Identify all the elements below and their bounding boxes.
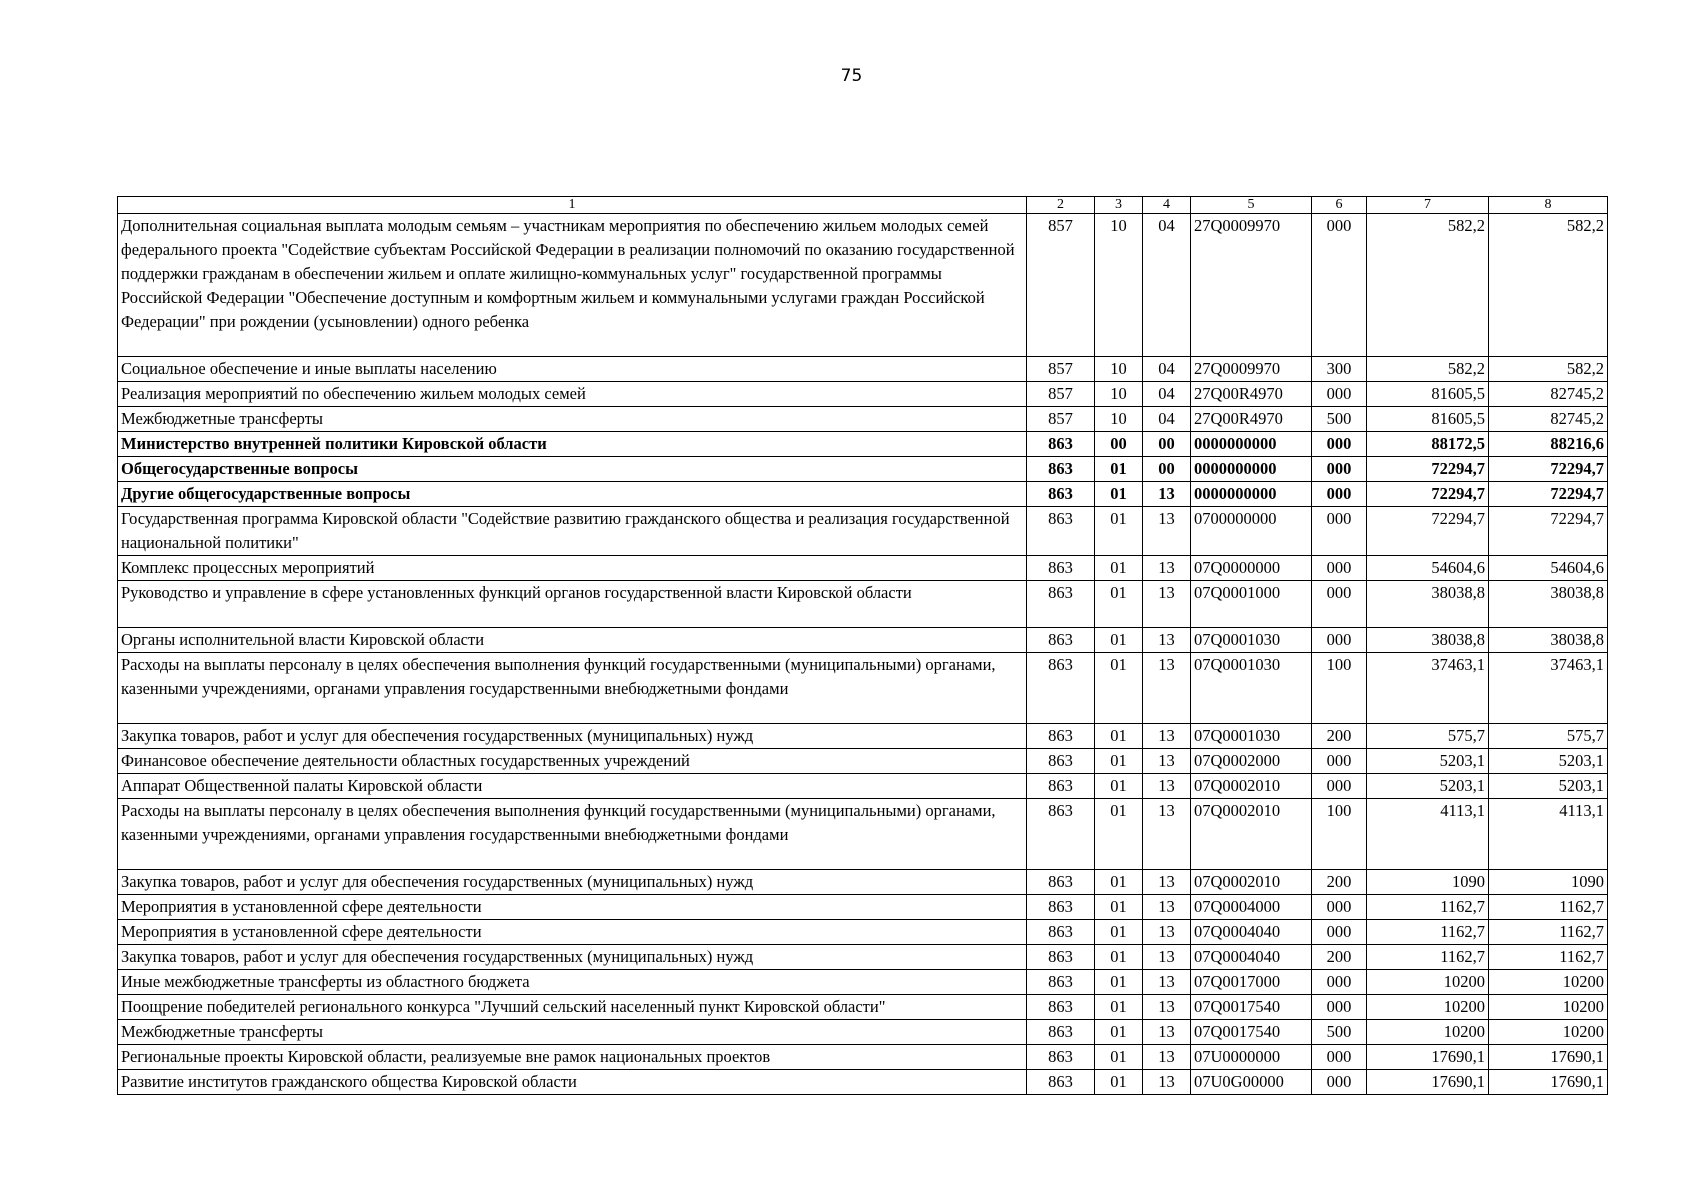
column-header: 3	[1095, 197, 1143, 214]
expense-type-code: 100	[1312, 653, 1367, 724]
subsection-code: 13	[1143, 920, 1191, 945]
table-row	[118, 581, 1608, 628]
subsection-code: 04	[1143, 382, 1191, 407]
ministry-code: 863	[1027, 432, 1095, 457]
expense-type-code: 000	[1312, 581, 1367, 628]
section-code: 01	[1095, 945, 1143, 970]
expense-type-code: 000	[1312, 774, 1367, 799]
column-header: 6	[1312, 197, 1367, 214]
subsection-code: 04	[1143, 407, 1191, 432]
row-name: Аппарат Общественной палаты Кировской области	[118, 774, 1027, 799]
subsection-code: 13	[1143, 799, 1191, 870]
row-name: Межбюджетные трансферты	[118, 407, 1027, 432]
column-header: 4	[1143, 197, 1191, 214]
subsection-code: 00	[1143, 457, 1191, 482]
subsection-code: 13	[1143, 653, 1191, 724]
table-row	[118, 724, 1608, 749]
table-row	[118, 432, 1608, 457]
column-header: 1	[118, 197, 1027, 214]
ministry-code: 863	[1027, 749, 1095, 774]
row-name: Закупка товаров, работ и услуг для обеспечения государственных (муниципальных) нужд	[118, 724, 1027, 749]
row-name: Закупка товаров, работ и услуг для обеспечения государственных (муниципальных) нужд	[118, 945, 1027, 970]
table-row	[118, 749, 1608, 774]
subsection-code: 13	[1143, 870, 1191, 895]
table-row	[118, 1045, 1608, 1070]
table-row	[118, 1020, 1608, 1045]
ministry-code: 863	[1027, 628, 1095, 653]
row-name: Развитие институтов гражданского общества Кировской области	[118, 1070, 1027, 1095]
target-article-code: 07Q0002010	[1191, 774, 1312, 799]
target-article-code: 07U0000000	[1191, 1045, 1312, 1070]
ministry-code: 863	[1027, 1020, 1095, 1045]
row-name: Мероприятия в установленной сфере деятельности	[118, 895, 1027, 920]
expense-type-code: 000	[1312, 1045, 1367, 1070]
target-article-code: 27Q0009970	[1191, 214, 1312, 357]
row-name: Другие общегосударственные вопросы	[118, 482, 1027, 507]
column-header: 2	[1027, 197, 1095, 214]
amount-col8: 582,2	[1489, 214, 1608, 357]
target-article-code: 07Q0017000	[1191, 970, 1312, 995]
section-code: 01	[1095, 507, 1143, 556]
amount-col8: 72294,7	[1489, 507, 1608, 556]
ministry-code: 863	[1027, 457, 1095, 482]
amount-col8: 1162,7	[1489, 945, 1608, 970]
ministry-code: 863	[1027, 799, 1095, 870]
amount-col8: 582,2	[1489, 357, 1608, 382]
ministry-code: 857	[1027, 382, 1095, 407]
amount-col7: 5203,1	[1367, 749, 1489, 774]
target-article-code: 0000000000	[1191, 457, 1312, 482]
amount-col8: 17690,1	[1489, 1045, 1608, 1070]
row-name: Государственная программа Кировской области "Содействие развитию гражданского общества и реализация государственной национальной политики"	[118, 507, 1027, 556]
expense-type-code: 000	[1312, 628, 1367, 653]
expense-type-code: 000	[1312, 895, 1367, 920]
section-code: 01	[1095, 1045, 1143, 1070]
table-row	[118, 799, 1608, 870]
amount-col7: 5203,1	[1367, 774, 1489, 799]
amount-col8: 1162,7	[1489, 895, 1608, 920]
target-article-code: 07Q0001030	[1191, 628, 1312, 653]
section-code: 01	[1095, 653, 1143, 724]
target-article-code: 07Q0002010	[1191, 799, 1312, 870]
row-name: Комплекс процессных мероприятий	[118, 556, 1027, 581]
page-number: 75	[840, 66, 863, 86]
subsection-code: 13	[1143, 581, 1191, 628]
target-article-code: 0000000000	[1191, 432, 1312, 457]
subsection-code: 13	[1143, 1070, 1191, 1095]
expense-type-code: 000	[1312, 556, 1367, 581]
row-name: Руководство и управление в сфере установленных функций органов государственной власти Кировской области	[118, 581, 1027, 628]
amount-col8: 72294,7	[1489, 482, 1608, 507]
subsection-code: 13	[1143, 556, 1191, 581]
amount-col7: 81605,5	[1367, 382, 1489, 407]
amount-col7: 10200	[1367, 995, 1489, 1020]
section-code: 10	[1095, 407, 1143, 432]
ministry-code: 863	[1027, 995, 1095, 1020]
target-article-code: 07Q0000000	[1191, 556, 1312, 581]
amount-col8: 88216,6	[1489, 432, 1608, 457]
expense-type-code: 200	[1312, 724, 1367, 749]
target-article-code: 07Q0004040	[1191, 945, 1312, 970]
row-name: Расходы на выплаты персоналу в целях обеспечения выполнения функций государственными (муниципальными) органами, казенными учреждениями, органами управления государственными внебюджетными фондами	[118, 799, 1027, 870]
target-article-code: 07Q0017540	[1191, 1020, 1312, 1045]
expense-type-code: 200	[1312, 870, 1367, 895]
expense-type-code: 000	[1312, 482, 1367, 507]
expense-type-code: 300	[1312, 357, 1367, 382]
amount-col7: 38038,8	[1367, 628, 1489, 653]
section-code: 01	[1095, 920, 1143, 945]
section-code: 10	[1095, 382, 1143, 407]
ministry-code: 863	[1027, 920, 1095, 945]
section-code: 01	[1095, 799, 1143, 870]
section-code: 01	[1095, 870, 1143, 895]
amount-col7: 17690,1	[1367, 1045, 1489, 1070]
amount-col8: 5203,1	[1489, 774, 1608, 799]
column-header: 8	[1489, 197, 1608, 214]
table-row	[118, 995, 1608, 1020]
amount-col8: 575,7	[1489, 724, 1608, 749]
amount-col7: 575,7	[1367, 724, 1489, 749]
amount-col8: 82745,2	[1489, 407, 1608, 432]
row-name: Министерство внутренней политики Кировской области	[118, 432, 1027, 457]
expense-type-code: 000	[1312, 507, 1367, 556]
target-article-code: 07Q0001030	[1191, 653, 1312, 724]
amount-col7: 4113,1	[1367, 799, 1489, 870]
section-code: 01	[1095, 749, 1143, 774]
ministry-code: 863	[1027, 653, 1095, 724]
subsection-code: 13	[1143, 895, 1191, 920]
amount-col8: 17690,1	[1489, 1070, 1608, 1095]
amount-col8: 38038,8	[1489, 581, 1608, 628]
target-article-code: 07Q0017540	[1191, 995, 1312, 1020]
amount-col8: 37463,1	[1489, 653, 1608, 724]
row-name: Межбюджетные трансферты	[118, 1020, 1027, 1045]
table-row	[118, 870, 1608, 895]
table-row	[118, 774, 1608, 799]
amount-col7: 54604,6	[1367, 556, 1489, 581]
subsection-code: 13	[1143, 724, 1191, 749]
table-row	[118, 1070, 1608, 1095]
amount-col7: 1162,7	[1367, 895, 1489, 920]
subsection-code: 13	[1143, 749, 1191, 774]
subsection-code: 04	[1143, 214, 1191, 357]
row-name: Общегосударственные вопросы	[118, 457, 1027, 482]
amount-col7: 37463,1	[1367, 653, 1489, 724]
amount-col8: 82745,2	[1489, 382, 1608, 407]
subsection-code: 00	[1143, 432, 1191, 457]
ministry-code: 857	[1027, 407, 1095, 432]
table-row	[118, 556, 1608, 581]
table-row	[118, 945, 1608, 970]
subsection-code: 13	[1143, 970, 1191, 995]
row-name: Расходы на выплаты персоналу в целях обеспечения выполнения функций государственными (муниципальными) органами, казенными учреждениями, органами управления государственными внебюджетными фондами	[118, 653, 1027, 724]
subsection-code: 13	[1143, 995, 1191, 1020]
table-row	[118, 482, 1608, 507]
table-row	[118, 457, 1608, 482]
subsection-code: 13	[1143, 1045, 1191, 1070]
expense-type-code: 000	[1312, 432, 1367, 457]
row-name: Мероприятия в установленной сфере деятельности	[118, 920, 1027, 945]
target-article-code: 27Q00R4970	[1191, 407, 1312, 432]
subsection-code: 13	[1143, 482, 1191, 507]
table-row	[118, 382, 1608, 407]
amount-col7: 17690,1	[1367, 1070, 1489, 1095]
ministry-code: 863	[1027, 1070, 1095, 1095]
table-row	[118, 357, 1608, 382]
target-article-code: 07U0G00000	[1191, 1070, 1312, 1095]
ministry-code: 863	[1027, 895, 1095, 920]
ministry-code: 863	[1027, 1045, 1095, 1070]
expense-type-code: 000	[1312, 214, 1367, 357]
amount-col7: 1090	[1367, 870, 1489, 895]
table-row	[118, 970, 1608, 995]
section-code: 00	[1095, 432, 1143, 457]
column-header: 7	[1367, 197, 1489, 214]
amount-col7: 72294,7	[1367, 507, 1489, 556]
amount-col8: 5203,1	[1489, 749, 1608, 774]
amount-col8: 1090	[1489, 870, 1608, 895]
amount-col8: 4113,1	[1489, 799, 1608, 870]
target-article-code: 27Q00R4970	[1191, 382, 1312, 407]
budget-table	[117, 196, 1608, 1095]
table-row	[118, 895, 1608, 920]
section-code: 01	[1095, 1070, 1143, 1095]
target-article-code: 07Q0004000	[1191, 895, 1312, 920]
row-name: Закупка товаров, работ и услуг для обеспечения государственных (муниципальных) нужд	[118, 870, 1027, 895]
subsection-code: 13	[1143, 945, 1191, 970]
row-name: Реализация мероприятий по обеспечению жильем молодых семей	[118, 382, 1027, 407]
section-code: 01	[1095, 724, 1143, 749]
subsection-code: 04	[1143, 357, 1191, 382]
ministry-code: 863	[1027, 774, 1095, 799]
target-article-code: 07Q0002010	[1191, 870, 1312, 895]
table-row	[118, 407, 1608, 432]
amount-col8: 10200	[1489, 1020, 1608, 1045]
ministry-code: 863	[1027, 945, 1095, 970]
section-code: 01	[1095, 995, 1143, 1020]
row-name: Региональные проекты Кировской области, реализуемые вне рамок национальных проектов	[118, 1045, 1027, 1070]
row-name: Иные межбюджетные трансферты из областного бюджета	[118, 970, 1027, 995]
amount-col7: 81605,5	[1367, 407, 1489, 432]
table-row	[118, 507, 1608, 556]
section-code: 01	[1095, 457, 1143, 482]
target-article-code: 07Q0004040	[1191, 920, 1312, 945]
ministry-code: 863	[1027, 482, 1095, 507]
amount-col8: 72294,7	[1489, 457, 1608, 482]
amount-col7: 1162,7	[1367, 945, 1489, 970]
expense-type-code: 000	[1312, 382, 1367, 407]
target-article-code: 07Q0001000	[1191, 581, 1312, 628]
table-row	[118, 628, 1608, 653]
expense-type-code: 500	[1312, 1020, 1367, 1045]
table-header-row	[118, 197, 1608, 214]
ministry-code: 863	[1027, 581, 1095, 628]
section-code: 01	[1095, 628, 1143, 653]
target-article-code: 07Q0002000	[1191, 749, 1312, 774]
amount-col7: 582,2	[1367, 214, 1489, 357]
expense-type-code: 000	[1312, 970, 1367, 995]
row-name: Социальное обеспечение и иные выплаты населению	[118, 357, 1027, 382]
amount-col7: 10200	[1367, 1020, 1489, 1045]
expense-type-code: 000	[1312, 749, 1367, 774]
section-code: 10	[1095, 357, 1143, 382]
ministry-code: 857	[1027, 357, 1095, 382]
amount-col7: 72294,7	[1367, 482, 1489, 507]
row-name: Поощрение победителей регионального конкурса "Лучший сельский населенный пункт Кировской области"	[118, 995, 1027, 1020]
subsection-code: 13	[1143, 1020, 1191, 1045]
amount-col8: 10200	[1489, 995, 1608, 1020]
target-article-code: 27Q0009970	[1191, 357, 1312, 382]
section-code: 01	[1095, 581, 1143, 628]
subsection-code: 13	[1143, 774, 1191, 799]
amount-col8: 1162,7	[1489, 920, 1608, 945]
ministry-code: 863	[1027, 870, 1095, 895]
amount-col7: 10200	[1367, 970, 1489, 995]
row-name: Финансовое обеспечение деятельности областных государственных учреждений	[118, 749, 1027, 774]
target-article-code: 0000000000	[1191, 482, 1312, 507]
expense-type-code: 000	[1312, 920, 1367, 945]
ministry-code: 863	[1027, 556, 1095, 581]
table-row	[118, 214, 1608, 357]
expense-type-code: 500	[1312, 407, 1367, 432]
amount-col7: 582,2	[1367, 357, 1489, 382]
section-code: 01	[1095, 1020, 1143, 1045]
amount-col7: 1162,7	[1367, 920, 1489, 945]
subsection-code: 13	[1143, 628, 1191, 653]
section-code: 01	[1095, 556, 1143, 581]
expense-type-code: 100	[1312, 799, 1367, 870]
section-code: 01	[1095, 774, 1143, 799]
ministry-code: 857	[1027, 214, 1095, 357]
row-name: Дополнительная социальная выплата молодым семьям – участникам мероприятия по обеспечению жильем молодых семей федерального проекта "Содействие субъектам Российской Федерации в реализации полномочий по оказанию государственной поддержки гражданам в обеспечении жильем и оплате жилищно-коммунальных услуг" государственной программы Российской Федерации "Обеспечение доступным и комфортным жильем и коммунальными услугами граждан Российской Федерации" при рождении (усыновлении) одного ребенка	[118, 214, 1027, 357]
ministry-code: 863	[1027, 507, 1095, 556]
expense-type-code: 000	[1312, 1070, 1367, 1095]
amount-col8: 38038,8	[1489, 628, 1608, 653]
expense-type-code: 000	[1312, 995, 1367, 1020]
amount-col8: 54604,6	[1489, 556, 1608, 581]
section-code: 01	[1095, 482, 1143, 507]
target-article-code: 0700000000	[1191, 507, 1312, 556]
expense-type-code: 200	[1312, 945, 1367, 970]
amount-col7: 88172,5	[1367, 432, 1489, 457]
table-row	[118, 920, 1608, 945]
ministry-code: 863	[1027, 970, 1095, 995]
amount-col7: 72294,7	[1367, 457, 1489, 482]
table-row	[118, 653, 1608, 724]
section-code: 01	[1095, 895, 1143, 920]
row-name: Органы исполнительной власти Кировской области	[118, 628, 1027, 653]
column-header: 5	[1191, 197, 1312, 214]
section-code: 01	[1095, 970, 1143, 995]
expense-type-code: 000	[1312, 457, 1367, 482]
ministry-code: 863	[1027, 724, 1095, 749]
section-code: 10	[1095, 214, 1143, 357]
amount-col8: 10200	[1489, 970, 1608, 995]
amount-col7: 38038,8	[1367, 581, 1489, 628]
subsection-code: 13	[1143, 507, 1191, 556]
target-article-code: 07Q0001030	[1191, 724, 1312, 749]
